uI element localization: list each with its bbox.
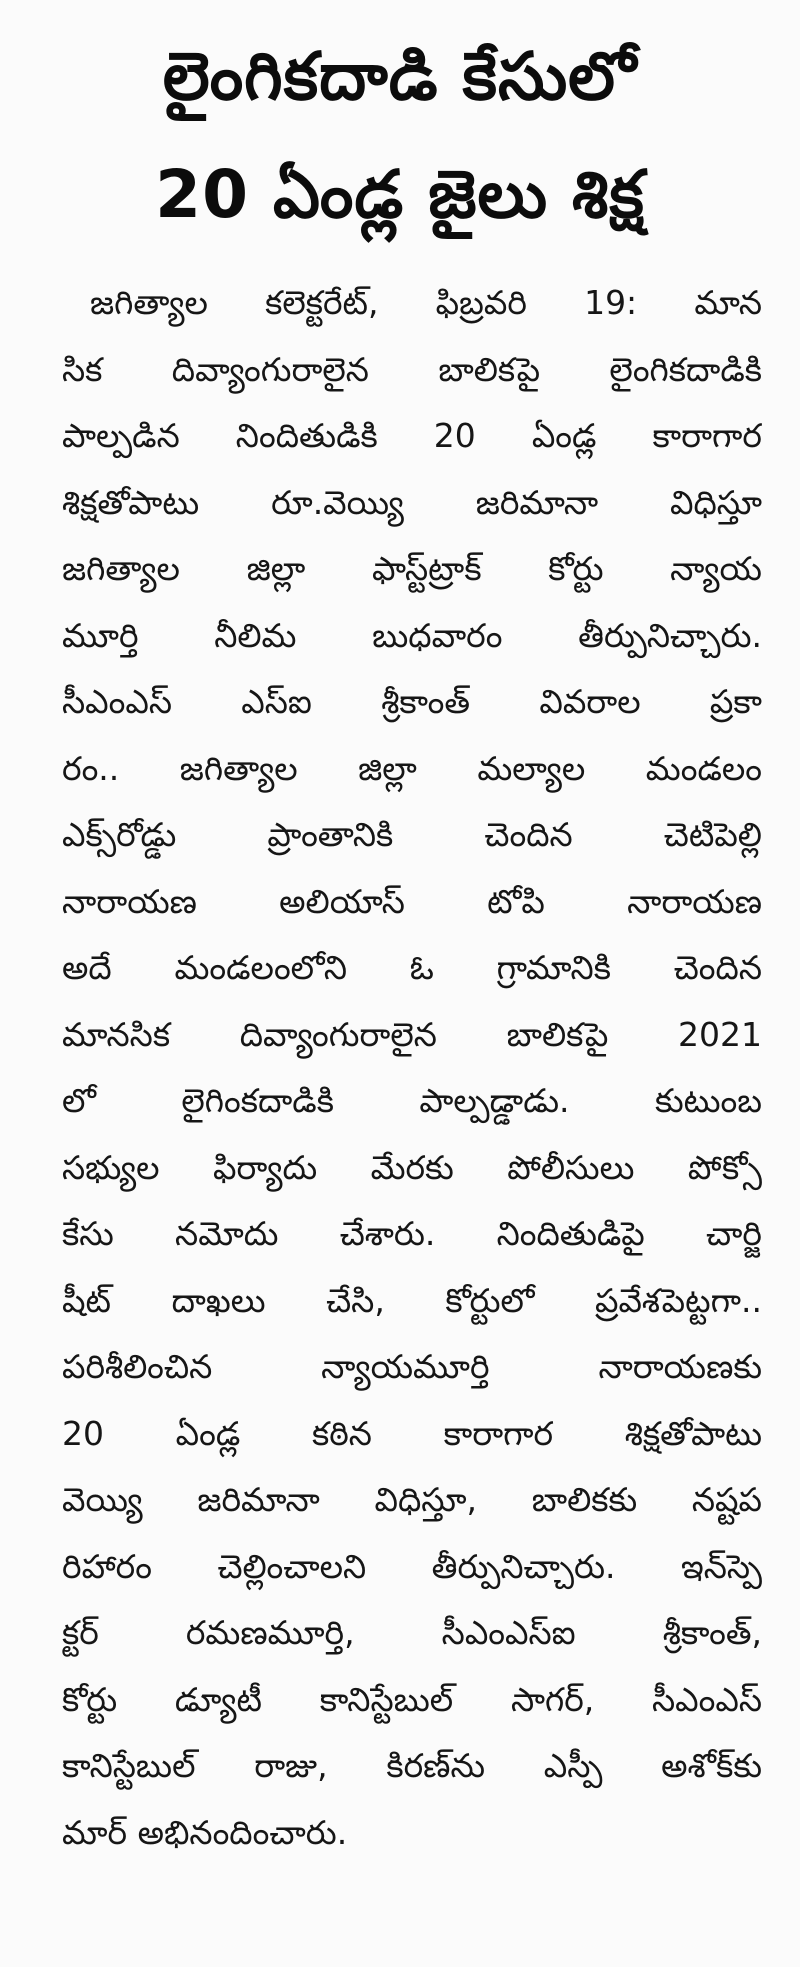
body-line: క్టర్ రమణమూర్తి, సీఎంఎస్ఐ శ్రీకాంత్, bbox=[62, 1613, 762, 1652]
body-line: రం.. జగిత్యాల జిల్లా మల్యాల మండలం bbox=[62, 748, 762, 788]
body-line: సభ్యుల ఫిర్యాదు మేరకు పోలీసులు పోక్సో bbox=[62, 1147, 762, 1187]
body-line: మానసిక దివ్యాంగురాలైన బాలికపై 2021 bbox=[62, 1014, 762, 1054]
body-line: జగిత్యాల కలెక్టరేట్, ఫిబ్రవరి 19: మాన bbox=[90, 283, 762, 322]
body-line: నారాయణ అలియాస్ టోపి నారాయణ bbox=[62, 881, 762, 921]
body-line: వెయ్యి జరిమానా విధిస్తూ, బాలికకు నష్టప bbox=[62, 1480, 762, 1519]
body-line: మార్ అభినందించారు. bbox=[62, 1812, 348, 1852]
body-line: 20 ఏండ్ల కఠిన కారాగార శిక్షతోపాటు bbox=[62, 1413, 762, 1453]
body-line: జగిత్యాల జిల్లా ఫాస్ట్‌ట్రాక్ కోర్టు న్యాయ bbox=[62, 549, 762, 588]
body-line: పాల్పడిన నిందితుడికి 20 ఏండ్ల కారాగార bbox=[62, 416, 762, 455]
body-line: అదే మండలంలోని ఓ గ్రామానికి చెందిన bbox=[62, 948, 762, 987]
body-line: రిహారం చెల్లించాలని తీర్పునిచ్చారు. ఇన్‌స్పె bbox=[62, 1546, 762, 1586]
body-line: కేసు నమోదు చేశారు. నిందితుడిపై చార్జి bbox=[62, 1214, 762, 1253]
body-line: సిక దివ్యాంగురాలైన బాలికపై లైంగికదాడికి bbox=[62, 349, 762, 389]
body-line: మూర్తి నీలిమ బుధవారం తీర్పునిచ్చారు. bbox=[62, 615, 762, 655]
body-line: కోర్టు డ్యూటీ కానిస్టేబుల్ సాగర్, సీఎంఎస్ bbox=[62, 1679, 762, 1719]
body-line: సీఎంఎస్ ఎస్ఐ శ్రీకాంత్ వివరాల ప్రకా bbox=[62, 682, 762, 721]
body-line: కానిస్టేబుల్ రాజు, కిరణ్‌ను ఎస్పీ అశోక్‌కు bbox=[62, 1746, 762, 1785]
body-line: లో లైగింకదాడికి పాల్పడ్డాడు. కుటుంబ bbox=[62, 1081, 762, 1120]
article-body bbox=[62, 270, 762, 1866]
body-line: షీట్ దాఖలు చేసి, కోర్టులో ప్రవేశపెట్టగా.. bbox=[62, 1280, 762, 1320]
headline bbox=[0, 18, 800, 254]
headline-line-1: లైంగికదాడి కేసులో bbox=[162, 38, 638, 115]
body-line: పరిశీలించిన న్యాయమూర్తి నారాయణకు bbox=[62, 1347, 762, 1386]
body-line: ఎక్స్‌రోడ్డు ప్రాంతానికి చెందిన చెటిపెల్లి bbox=[62, 815, 762, 854]
headline-line-2: 20 ఏండ్ల జైలు శిక్ష bbox=[155, 156, 645, 233]
body-line: శిక్షతోపాటు రూ.వెయ్యి జరిమానా విధిస్తూ bbox=[62, 482, 762, 522]
